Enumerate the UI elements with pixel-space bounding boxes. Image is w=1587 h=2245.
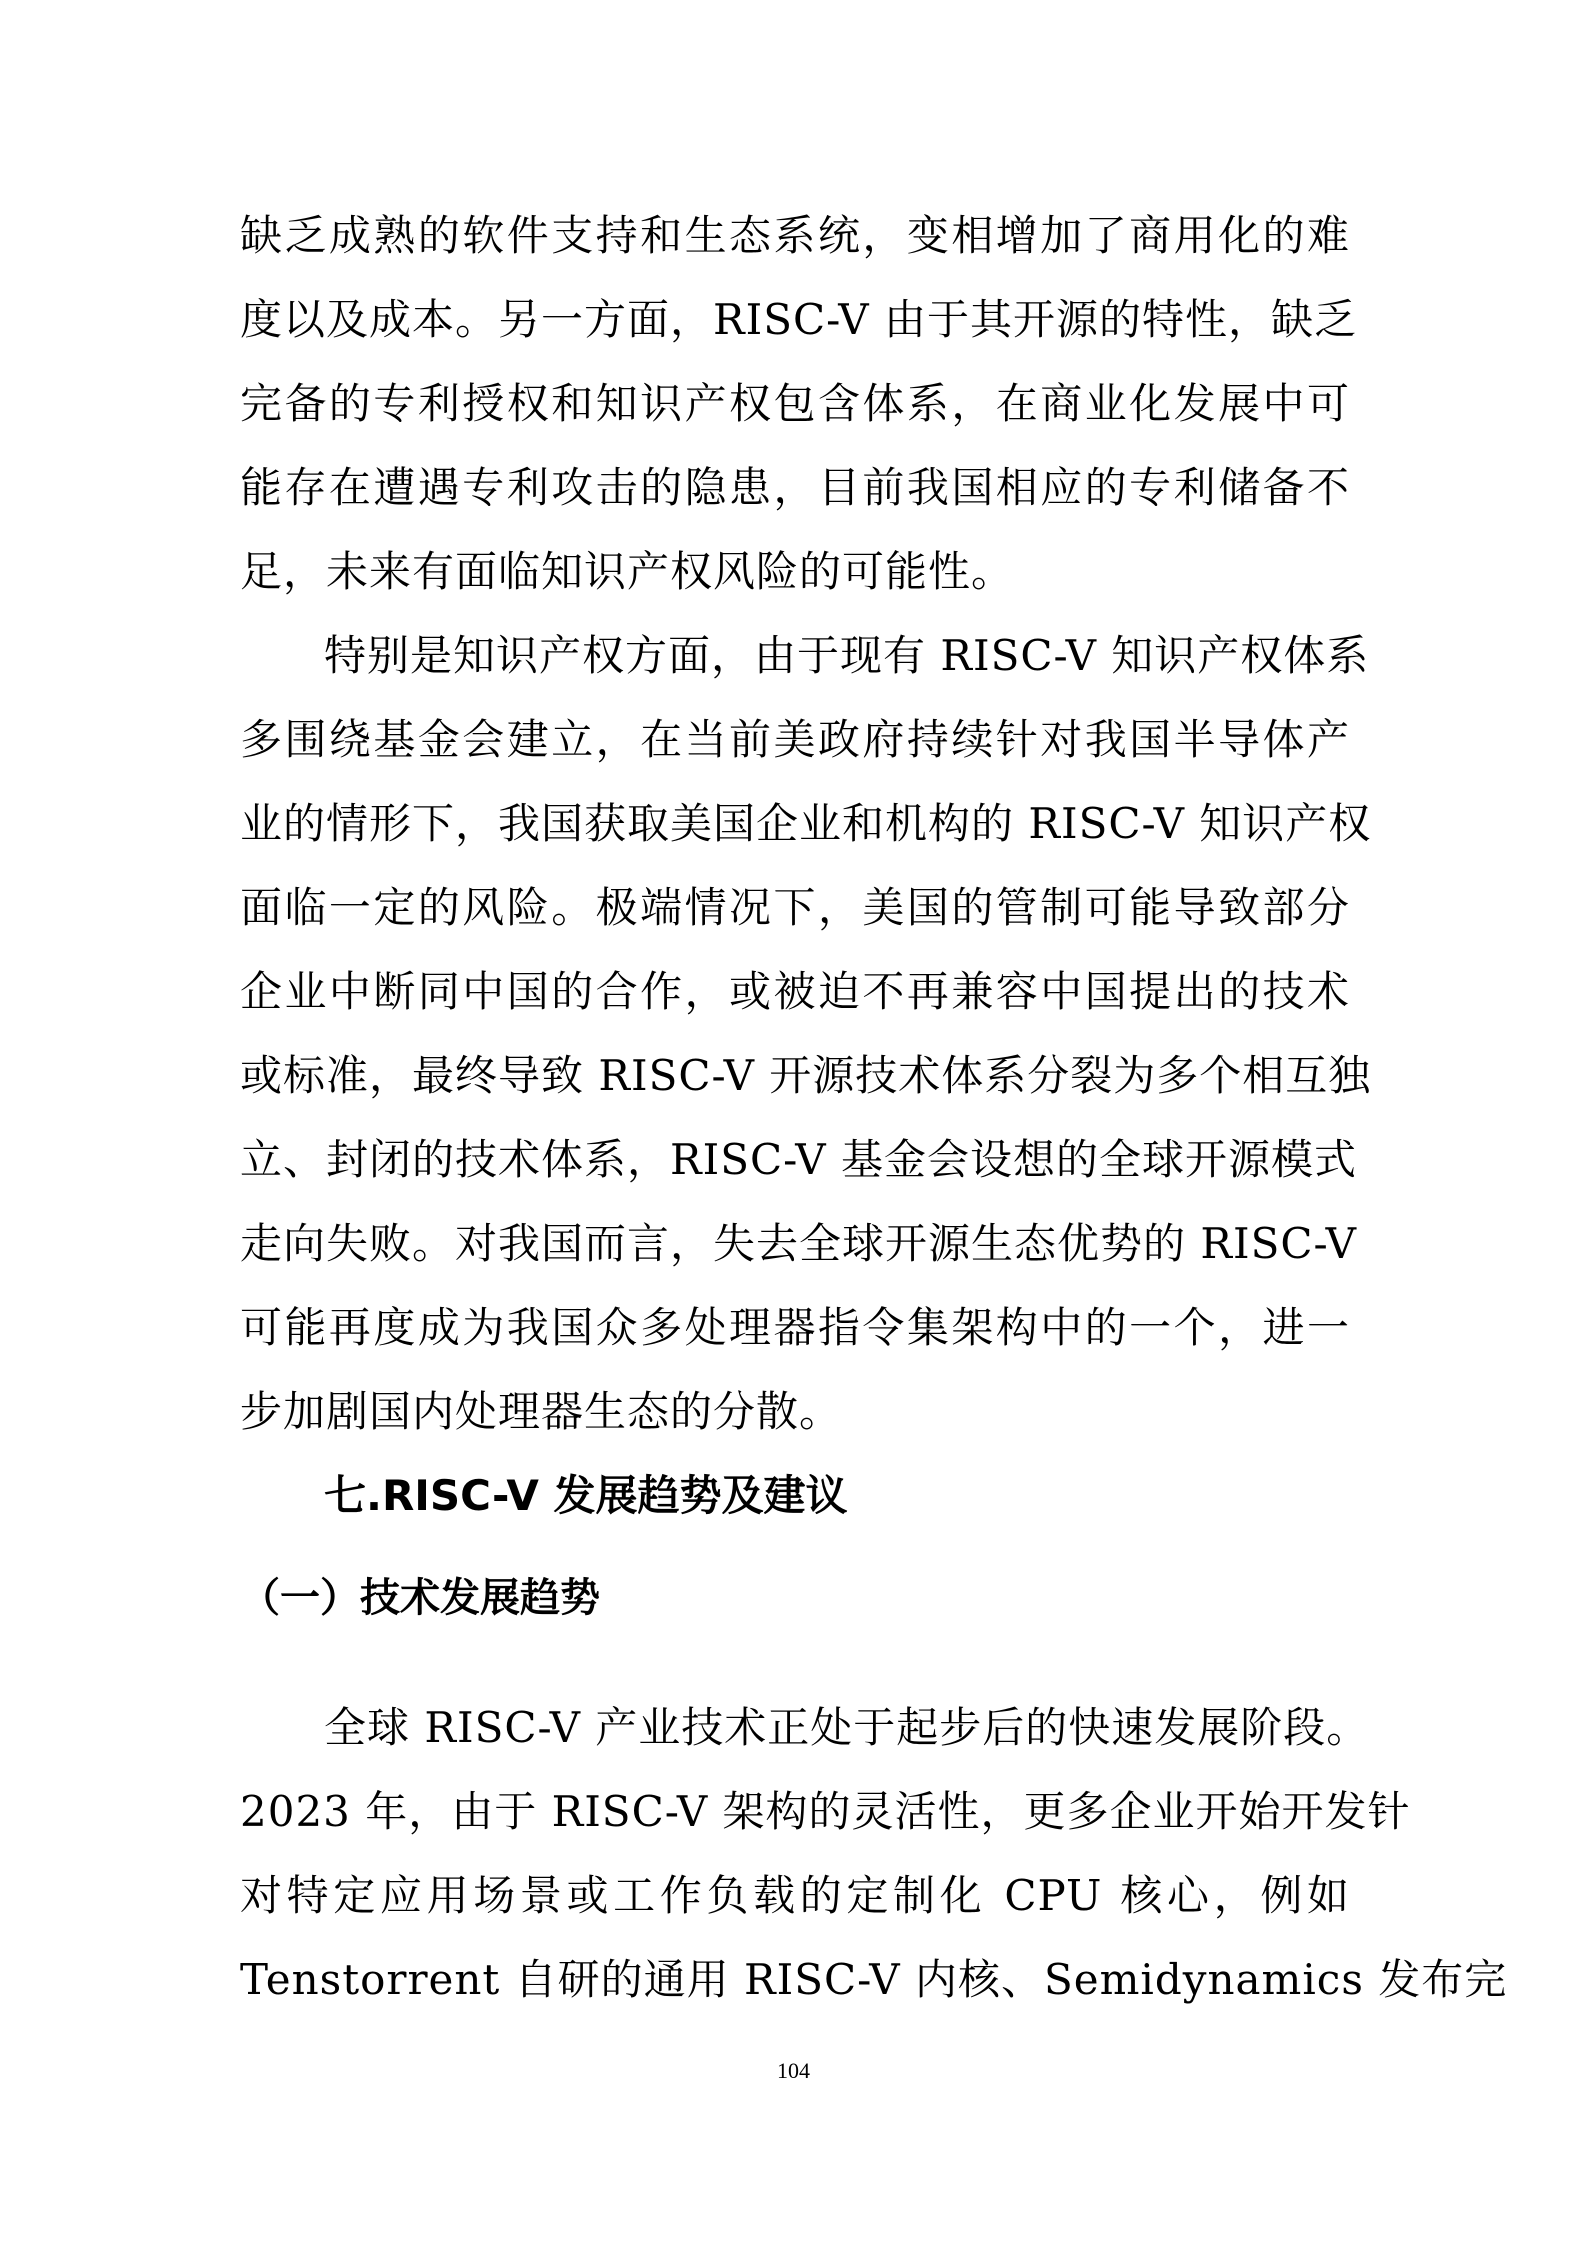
paragraph-2-line-6: 或标准，最终导致 RISC-V 开源技术体系分裂为多个相互独 [240, 1051, 1372, 1100]
paragraph-2-line-9: 可能再度成为我国众多处理器指令集架构中的一个，进一 [240, 1303, 1350, 1352]
paragraph-2-line-10: 步加剧国内处理器生态的分散。 [240, 1387, 843, 1436]
paragraph-2-line-3: 业的情形下，我国获取美国企业和机构的 RISC-V 知识产权 [240, 799, 1372, 848]
paragraph-3-line-1: 全球 RISC-V 产业技术正处于起步后的快速发展阶段。 [324, 1703, 1370, 1752]
paragraph-2-line-7: 立、封闭的技术体系，RISC-V 基金会设想的全球开源模式 [240, 1135, 1357, 1184]
paragraph-1-line-2: 度以及成本。另一方面，RISC-V 由于其开源的特性，缺乏 [240, 295, 1357, 344]
section-heading: 七.RISC-V 发展趋势及建议 [324, 1471, 848, 1520]
paragraph-3-line-4: Tenstorrent 自研的通用 RISC-V 内核、Semidynamics 发布完 [240, 1955, 1508, 2004]
paragraph-2-line-1: 特别是知识产权方面，由于现有 RISC-V 知识产权体系 [324, 631, 1370, 680]
paragraph-1-line-5: 足，未来有面临知识产权风险的可能性。 [240, 547, 1015, 596]
paragraph-2-line-2: 多围绕基金会建立，在当前美政府持续针对我国半导体产 [240, 715, 1350, 764]
paragraph-2-line-5: 企业中断同中国的合作，或被迫不再兼容中国提出的技术 [240, 967, 1350, 1016]
paragraph-3-line-3: 对特定应用场景或工作负载的定制化 CPU 核心，例如 [240, 1871, 1350, 1920]
paragraph-1-line-3: 完备的专利授权和知识产权包含体系，在商业化发展中可 [240, 379, 1350, 428]
paragraph-1-line-4: 能存在遭遇专利攻击的隐患，目前我国相应的专利储备不 [240, 463, 1350, 512]
page-number: 104 [777, 2058, 810, 2083]
paragraph-2-line-8: 走向失败。对我国而言，失去全球开源生态优势的 RISC-V [240, 1219, 1357, 1268]
paragraph-3-line-2: 2023 年，由于 RISC-V 架构的灵活性，更多企业开始开发针 [240, 1787, 1411, 1836]
paragraph-2-line-4: 面临一定的风险。极端情况下，美国的管制可能导致部分 [240, 883, 1350, 932]
subsection-heading: （一）技术发展趋势 [240, 1575, 600, 1621]
paragraph-1-line-1: 缺乏成熟的软件支持和生态系统，变相增加了商用化的难 [240, 211, 1350, 260]
